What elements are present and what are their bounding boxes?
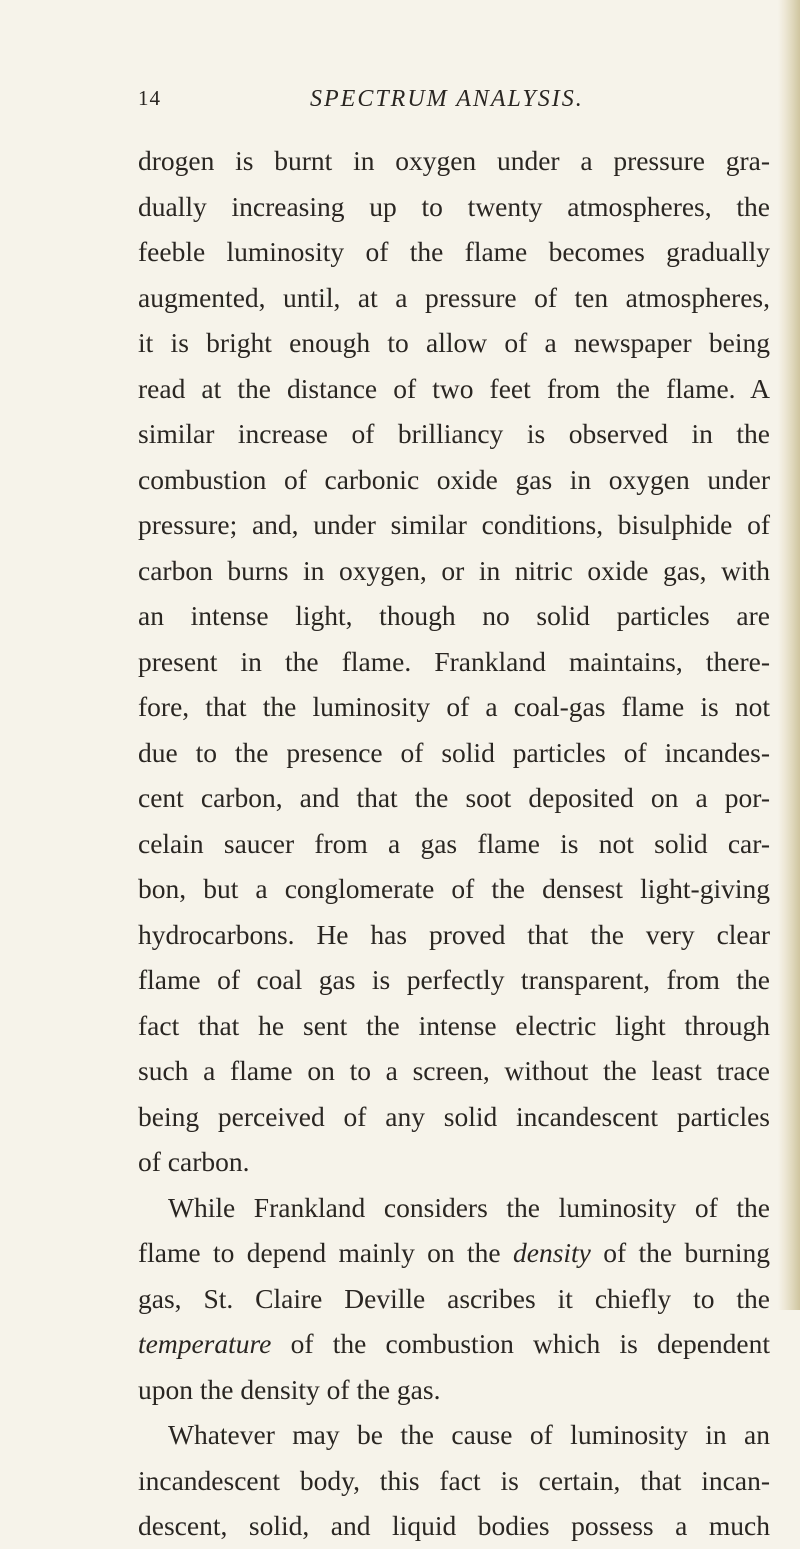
text-line: fact that he sent the intense electric light through [138,1009,770,1041]
text-line: celain saucer from a gas flame is not solid car- [138,827,770,859]
text-line: augmented, until, at a pressure of ten atmospheres, [138,281,770,313]
text-line: upon the density of the gas. [138,1373,441,1405]
text-line: hydrocarbons. He has proved that the very clear [138,918,770,950]
text-line: gas, St. Claire Deville ascribes it chiefly to the [138,1282,770,1314]
text-line: bon, but a conglomerate of the densest light-giving [138,873,770,904]
italic-word-temperature: temperature [138,1328,272,1359]
text-line: similar increase of brilliancy is observed in the [138,418,770,449]
text-line: feeble luminosity of the flame becomes gradually [138,236,770,267]
paragraph-2 [138,1185,770,1413]
text-line [138,1321,770,1367]
running-title: SPECTRUM ANALYSIS. [310,86,584,112]
italic-word-density: density [512,1237,591,1268]
text-line: carbon burns in oxygen, or in nitric oxide gas, with [138,554,770,586]
text-line: drogen is burnt in oxygen under a pressure gra- [138,145,770,176]
text-line: it is bright enough to allow of a newspaper being [138,327,770,358]
text-line [138,1230,770,1276]
text-line: of carbon. [138,1146,250,1177]
paragraph-1 [138,138,770,1185]
page-edge-shadow [778,0,800,1310]
text-line: While Frankland considers the luminosity of the [168,1191,770,1223]
text-line: combustion of carbonic oxide gas in oxygen under [138,463,770,495]
text-line: Whatever may be the cause of luminosity in an [168,1419,770,1450]
page-number: 14 [138,86,161,110]
text-line: pressure; and, under similar conditions, bisulphide of [138,509,770,540]
text-line: flame of coal gas is perfectly transparent, from the [138,964,770,995]
text-fragment: of the combustion which is dependent [271,1328,770,1359]
text-fragment: of the burning [590,1237,770,1268]
body-text [138,138,770,1549]
text-line: descent, solid, and liquid bodies possess a much [138,1510,770,1541]
text-line: an intense light, though no solid particles are [138,600,770,631]
text-line: due to the presence of solid particles of incandes- [138,736,770,768]
text-line: cent carbon, and that the soot deposited on a por- [138,782,770,813]
text-line: read at the distance of two feet from the flame. A [138,372,770,404]
text-line: dually increasing up to twenty atmospheres, the [138,190,770,222]
text-line: fore, that the luminosity of a coal-gas flame is not [138,691,770,722]
text-line: being perceived of any solid incandescent particles [138,1100,770,1132]
text-line: such a flame on to a screen, without the least trace [138,1055,770,1086]
paragraph-3 [138,1412,770,1549]
text-fragment: flame to depend mainly on the [138,1237,513,1268]
text-line: incandescent body, this fact is certain, that incan- [138,1464,770,1496]
text-line: present in the flame. Frankland maintains, there- [138,645,770,677]
page-header [138,86,770,126]
